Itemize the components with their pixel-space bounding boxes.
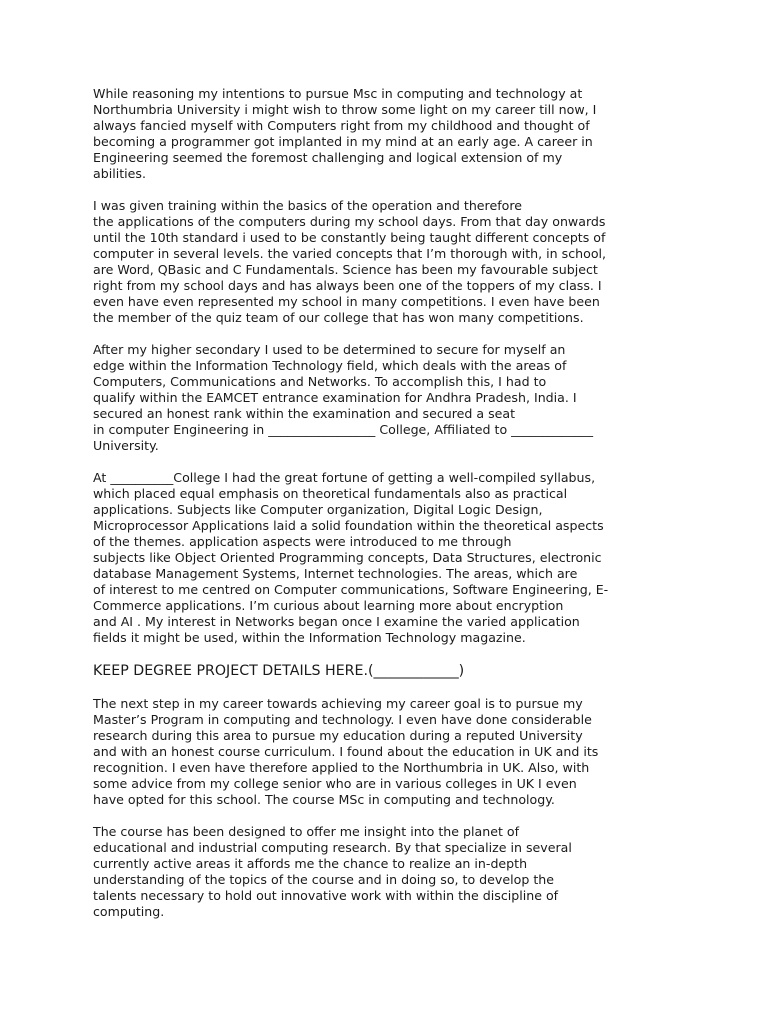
text-line: educational and industrial computing research. By that specialize in several	[93, 840, 572, 855]
text-line: database Management Systems, Internet technologies. The areas, which are	[93, 566, 578, 581]
text-line: computer in several levels. the varied concepts that I’m thorough with, in school,	[93, 246, 607, 261]
text-line: Microprocessor Applications laid a solid foundation within the theoretical aspects	[93, 518, 604, 533]
text-line: computing.	[93, 904, 165, 919]
paragraph-school-training	[93, 198, 683, 326]
text-line: fields it might be used, within the Information Technology magazine.	[93, 630, 526, 645]
text-line: and AI . My interest in Networks began once I examine the varied application	[93, 614, 580, 629]
section-heading: KEEP DEGREE PROJECT DETAILS HERE.(____________)	[93, 663, 465, 679]
text-line: even have even represented my school in many competitions. I even have been	[93, 294, 600, 309]
text-line: While reasoning my intentions to pursue Msc in computing and technology at	[93, 86, 583, 101]
paragraph-higher-secondary	[93, 342, 683, 454]
text-line: currently active areas it affords me the chance to realize an in-depth	[93, 856, 528, 871]
text-line: Master’s Program in computing and technology. I even have done considerable	[93, 712, 592, 727]
paragraph-intro	[93, 86, 683, 182]
text-line: have opted for this school. The course MSc in computing and technology.	[93, 792, 555, 807]
text-line: recognition. I even have therefore applied to the Northumbria in UK. Also, with	[93, 760, 590, 775]
text-line: the applications of the computers during my school days. From that day onwards	[93, 214, 606, 229]
text-line: Commerce applications. I’m curious about learning more about encryption	[93, 598, 564, 613]
text-line: of interest to me centred on Computer communications, Software Engineering, E-	[93, 582, 609, 597]
text-line: some advice from my college senior who are in various colleges in UK I even	[93, 776, 577, 791]
text-line: The next step in my career towards achieving my career goal is to pursue my	[93, 696, 583, 711]
text-line: until the 10th standard i used to be constantly being taught different concepts of	[93, 230, 606, 245]
text-line: At __________College I had the great fortune of getting a well-compiled syllabus,	[93, 470, 596, 485]
text-line: are Word, QBasic and C Fundamentals. Science has been my favourable subject	[93, 262, 598, 277]
text-line: becoming a programmer got implanted in my mind at an early age. A career in	[93, 134, 593, 149]
text-line: research during this area to pursue my education during a reputed University	[93, 728, 583, 743]
text-line: always fancied myself with Computers right from my childhood and thought of	[93, 118, 590, 133]
paragraph-college	[93, 470, 683, 646]
text-line: and with an honest course curriculum. I found about the education in UK and its	[93, 744, 599, 759]
text-line: subjects like Object Oriented Programming concepts, Data Structures, electronic	[93, 550, 602, 565]
text-line: of the themes. application aspects were introduced to me through	[93, 534, 512, 549]
text-line: I was given training within the basics of the operation and therefore	[93, 198, 522, 213]
paragraph-course-design	[93, 824, 683, 920]
text-line: Computers, Communications and Networks. To accomplish this, I had to	[93, 374, 547, 389]
document-body	[93, 86, 683, 936]
text-line: right from my school days and has always been one of the toppers of my class. I	[93, 278, 602, 293]
text-line: in computer Engineering in _________________ College, Affiliated to _____________	[93, 422, 594, 437]
text-line: University.	[93, 438, 159, 453]
text-line: edge within the Information Technology field, which deals with the areas of	[93, 358, 567, 373]
text-line: talents necessary to hold out innovative work with within the discipline of	[93, 888, 559, 903]
text-line: After my higher secondary I used to be determined to secure for myself an	[93, 342, 566, 357]
text-line: secured an honest rank within the examination and secured a seat	[93, 406, 516, 421]
text-line: qualify within the EAMCET entrance examination for Andhra Pradesh, India. I	[93, 390, 577, 405]
text-line: applications. Subjects like Computer organization, Digital Logic Design,	[93, 502, 543, 517]
text-line: understanding of the topics of the course and in doing so, to develop the	[93, 872, 554, 887]
text-line: abilities.	[93, 166, 146, 181]
text-line: The course has been designed to offer me insight into the planet of	[93, 824, 520, 839]
paragraph-masters-goal	[93, 696, 683, 808]
text-line: Northumbria University i might wish to throw some light on my career till now, I	[93, 102, 597, 117]
text-line: the member of the quiz team of our college that has won many competitions.	[93, 310, 584, 325]
text-line: which placed equal emphasis on theoretical fundamentals also as practical	[93, 486, 568, 501]
text-line: Engineering seemed the foremost challenging and logical extension of my	[93, 150, 563, 165]
